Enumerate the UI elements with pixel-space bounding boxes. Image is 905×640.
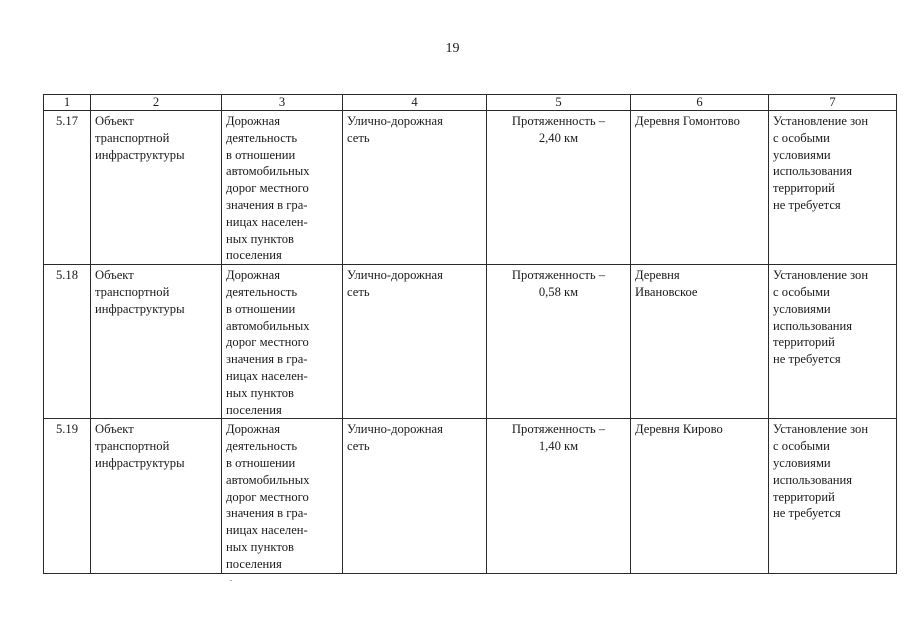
table-row (44, 265, 897, 419)
page-number: 19 (445, 41, 460, 56)
row-number: 5.19 (44, 419, 91, 573)
kind-cell: Улично-дорожная сеть (343, 419, 487, 573)
location-cell: Деревня Ивановское (631, 265, 769, 419)
zones-cell: Установление зон с особыми условиями использования территорий не требуется (769, 419, 897, 573)
kind-cell: Улично-дорожная сеть (343, 111, 487, 265)
location-cell: Деревня Гомонтово (631, 111, 769, 265)
kind-cell: Улично-дорожная сеть (343, 265, 487, 419)
table-row (44, 111, 897, 265)
location-cell: Деревня Кирово (631, 419, 769, 573)
column-header: 3 (222, 95, 343, 111)
object-cell: Объект транспортной инфраструктуры (91, 111, 222, 265)
scan-speck (230, 580, 232, 581)
table-header-row (44, 95, 897, 111)
column-header: 2 (91, 95, 222, 111)
activity-cell: Дорожная деятельность в отношении автомобильных дорог местного значения в гра- ницах населен- ных пунктов поселения (222, 265, 343, 419)
zones-cell: Установление зон с особыми условиями использования территорий не требуется (769, 265, 897, 419)
column-header: 5 (487, 95, 631, 111)
column-header: 6 (631, 95, 769, 111)
object-cell: Объект транспортной инфраструктуры (91, 419, 222, 573)
zones-cell: Установление зон с особыми условиями использования территорий не требуется (769, 111, 897, 265)
length-cell: Протяженность – 0,58 км (487, 265, 631, 419)
column-header: 7 (769, 95, 897, 111)
activity-cell: Дорожная деятельность в отношении автомобильных дорог местного значения в гра- ницах населен- ных пунктов поселения (222, 111, 343, 265)
object-cell: Объект транспортной инфраструктуры (91, 265, 222, 419)
column-header: 1 (44, 95, 91, 111)
row-number: 5.18 (44, 265, 91, 419)
length-cell: Протяженность – 1,40 км (487, 419, 631, 573)
row-number: 5.17 (44, 111, 91, 265)
column-header: 4 (343, 95, 487, 111)
activity-cell: Дорожная деятельность в отношении автомобильных дорог местного значения в гра- ницах населен- ных пунктов поселения (222, 419, 343, 573)
length-cell: Протяженность – 2,40 км (487, 111, 631, 265)
data-table (43, 94, 897, 574)
table-row (44, 419, 897, 573)
